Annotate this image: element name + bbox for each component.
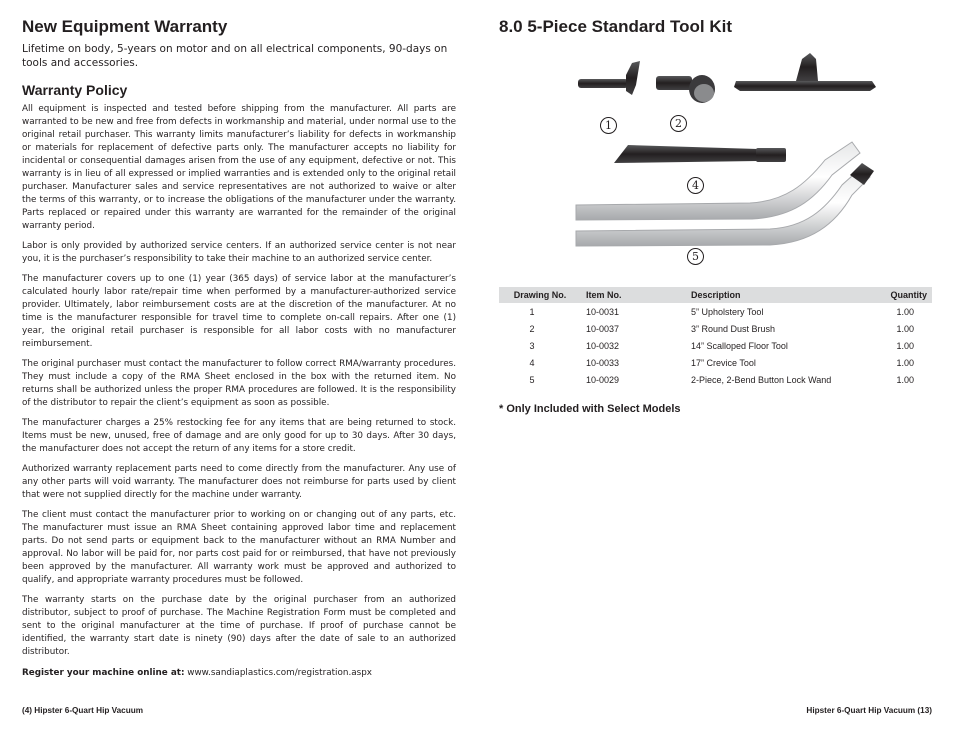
dust-brush-tool xyxy=(656,75,715,103)
column-header: Drawing No. xyxy=(499,287,581,303)
registration-line xyxy=(22,667,456,680)
quantity-cell: 1.00 xyxy=(896,323,914,334)
callout-1: 1 xyxy=(600,117,617,134)
callout-4: 4 xyxy=(687,177,704,194)
parts-table xyxy=(499,287,932,388)
item-no-cell: 10-0033 xyxy=(586,357,620,368)
policy-paragraph: Authorized warranty replacement parts need to come directly from the manufacturer. Any use of any other parts will void warranty. The manufacturer does not reimburse for parts used by client that were not supplied directly for the machine under warranty. xyxy=(22,464,456,500)
drawing-no-cell: 3 xyxy=(529,340,535,351)
policy-paragraph: The manufacturer covers up to one (1) year (365 days) of service labor at the manufacturer’s calculated hourly labor rate/repair time when performed by a manufacturer-authorized service provider. Ultimately, labor reimbursement costs are at the discretion of the manufacturer. At no time is the manufacturer responsible for travel time to complete on-call repairs. After one (1) year, the original retail purchaser is responsible for all labor costs with no manufacturer reimbursement. xyxy=(22,274,456,349)
description-cell: 14” Scalloped Floor Tool xyxy=(691,340,788,351)
policy-paragraph: Labor is only provided by authorized service centers. If an authorized service center is not near you, it is the purchaser’s responsibility to take their machine to an authorized service center. xyxy=(22,241,456,264)
policy-paragraph: The warranty starts on the purchase date by the original purchaser from an authorized distributor, subject to proof of purchase. The Machine Registration Form must be completed and sent to the original manufacturer at the time of purchase. If proof of purchase cannot be identified, the warranty start date is ninety (90) days after the date of sale to an authorized distributor. xyxy=(22,595,456,657)
right-footer: Hipster 6-Quart Hip Vacuum (13) xyxy=(806,706,932,715)
drawing-no-cell: 1 xyxy=(529,306,535,317)
right-page xyxy=(499,16,933,38)
table-row xyxy=(499,303,932,320)
floor-tool xyxy=(734,53,876,91)
column-header: Quantity xyxy=(849,287,932,303)
table-row xyxy=(499,354,932,371)
policy-paragraph: The manufacturer charges a 25% restocking fee for any items that are being returned to stock. Items must be new, unused, free of damage and are only good for up to 30 days. After 30 days, the manufacturer does not accept the return of any items for a store credit. xyxy=(22,418,456,454)
policy-paragraph: All equipment is inspected and tested before shipping from the manufacturer. All parts are warranted to be new and free from defects in workmanship and material, under normal use to the original retail purchaser. This warranty limits manufacturer’s liability for defects in workmanship or materials for replacement of defective parts only. The manufacturer accepts no liability for incidental or consequential damages arisen from the use of any equipment, defective or not. This warranty is in lieu of all expressed or implied warranties and is extended only to the original retail purchaser. Manufacturer sales and service representatives are not authorized to waive or alter the terms of this warranty, or to increase the obligations of the manufacturer under the warranty. Parts replaced or repaired under this warranty are warranted for the remainder of the original warranty period. xyxy=(22,104,456,231)
item-no-cell: 10-0029 xyxy=(586,374,620,385)
item-no-cell: 10-0037 xyxy=(586,323,620,334)
quantity-cell: 1.00 xyxy=(896,374,914,385)
drawing-no-cell: 5 xyxy=(529,374,535,385)
item-no-cell: 10-0032 xyxy=(586,340,620,351)
warranty-policy-body xyxy=(22,103,456,659)
column-header: Description xyxy=(686,287,849,303)
tool-kit-illustration xyxy=(570,45,890,275)
description-cell: 17” Crevice Tool xyxy=(691,357,756,368)
description-cell: 3” Round Dust Brush xyxy=(691,323,776,334)
policy-paragraph: The original purchaser must contact the manufacturer to follow correct RMA/warranty procedures. They must include a copy of the RMA Sheet enclosed in the box with the returned item. No returns shall be authorized unless the proper RMA procedures are followed. It is the responsibility of the distributor to repair the client’s equipment as soon as possible. xyxy=(22,359,456,408)
callout-2: 2 xyxy=(670,115,687,132)
tool-kit-drawing xyxy=(570,45,890,275)
table-row xyxy=(499,320,932,337)
description-cell: 5” Upholstery Tool xyxy=(691,306,764,317)
drawing-no-cell: 4 xyxy=(529,357,535,368)
quantity-cell: 1.00 xyxy=(896,340,914,351)
drawing-no-cell: 2 xyxy=(529,323,535,334)
warranty-policy-heading: Warranty Policy xyxy=(22,82,128,98)
tool-kit-title: 8.0 5-Piece Standard Tool Kit xyxy=(499,17,733,36)
callout-5: 5 xyxy=(687,248,704,265)
quantity-cell: 1.00 xyxy=(896,357,914,368)
column-header: Item No. xyxy=(581,287,686,303)
registration-label: Register your machine online at: xyxy=(22,668,185,678)
policy-paragraph: The client must contact the manufacturer prior to working on or changing out of any parts, etc. The manufacturer must issue an RMA Sheet containing approved labor time and replacement parts. Do not send parts or equipment back to the manufacturer without an RMA Number and approval. No labor will be paid for, nor parts cost paid for or reimbursed, that have not previously been approved by the manufacturer. All warranty work must be approved and authorized to qualify, and appropriate warranty procedures must be followed. xyxy=(22,510,456,585)
select-models-note: * Only Included with Select Models xyxy=(499,403,681,415)
warranty-title: New Equipment Warranty xyxy=(22,17,228,36)
table-row xyxy=(499,371,932,388)
description-cell: 2-Piece, 2-Bend Button Lock Wand xyxy=(691,374,832,385)
left-page xyxy=(22,16,456,680)
item-no-cell: 10-0031 xyxy=(586,306,620,317)
quantity-cell: 1.00 xyxy=(896,306,914,317)
table-row xyxy=(499,337,932,354)
crevice-tool xyxy=(614,145,786,163)
upholstery-tool xyxy=(578,61,640,95)
warranty-intro: Lifetime on body, 5-years on motor and on all electrical components, 90-days on tools and accessories. xyxy=(22,43,448,69)
registration-link[interactable]: www.sandiaplastics.com/registration.aspx xyxy=(187,668,372,678)
left-footer: (4) Hipster 6-Quart Hip Vacuum xyxy=(22,706,144,715)
table-header-row xyxy=(499,287,932,303)
